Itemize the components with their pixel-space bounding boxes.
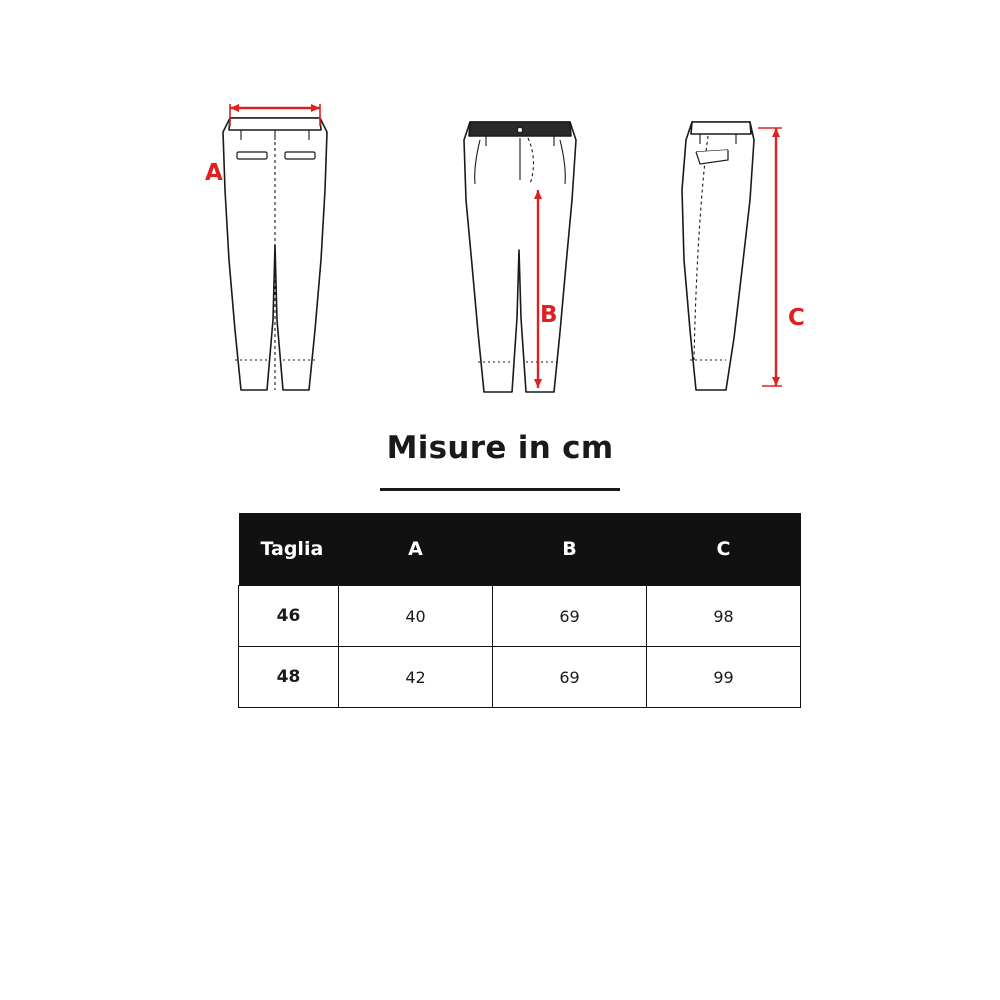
table-header-row <box>239 513 801 586</box>
title-block <box>0 430 1000 491</box>
cell-a: 42 <box>339 647 493 708</box>
header-a: A <box>339 513 493 586</box>
page-title: Misure in cm <box>386 430 614 466</box>
trousers-back-view <box>175 60 375 400</box>
trousers-front-view <box>420 60 620 400</box>
cell-c: 98 <box>647 586 801 647</box>
header-taglia: Taglia <box>239 513 339 586</box>
cell-size: 48 <box>239 647 339 708</box>
table-header <box>239 513 801 586</box>
measure-label-a: A <box>205 160 224 186</box>
garment-diagrams <box>0 60 1000 420</box>
cell-size: 46 <box>239 586 339 647</box>
title-divider <box>380 488 620 491</box>
measure-label-c: C <box>788 305 806 331</box>
size-table-wrapper <box>238 513 800 708</box>
measure-label-b: B <box>540 302 559 328</box>
cell-a: 40 <box>339 586 493 647</box>
table-body <box>239 586 801 708</box>
table-row <box>239 647 801 708</box>
header-b: B <box>493 513 647 586</box>
cell-c: 99 <box>647 647 801 708</box>
size-table <box>238 513 801 708</box>
trousers-side-view <box>650 60 850 400</box>
cell-b: 69 <box>493 586 647 647</box>
header-c: C <box>647 513 801 586</box>
cell-b: 69 <box>493 647 647 708</box>
table-row <box>239 586 801 647</box>
